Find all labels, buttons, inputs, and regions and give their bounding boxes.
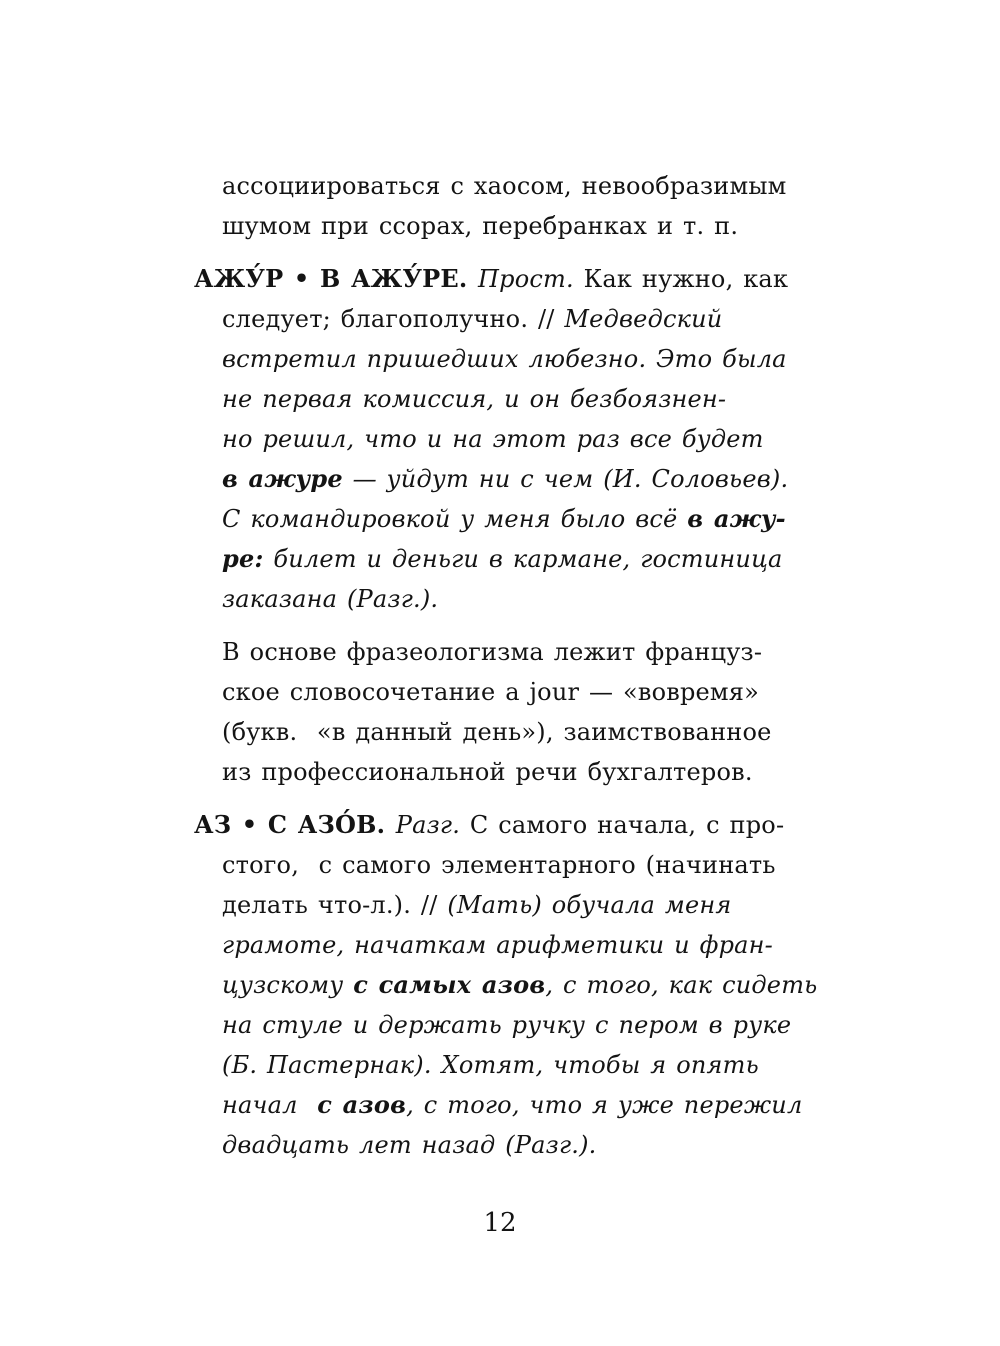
entry-azhur: [194, 259, 882, 619]
text-line: [222, 539, 882, 579]
text-line: [222, 206, 882, 246]
text-line: [222, 579, 882, 619]
headword-text: АЖУ́Р • В АЖУ́РЕ.: [194, 264, 479, 293]
text-block: [194, 166, 882, 1178]
text-span: в ажу-: [687, 504, 786, 533]
page-number: 12: [483, 1208, 517, 1238]
text-span: С командировкой у меня было всё: [222, 505, 688, 533]
text-span: с азов: [317, 1090, 407, 1119]
text-span: делать что-л.). //: [222, 891, 448, 919]
text-span: заказана (Разг.).: [222, 585, 439, 613]
etymology-note: [222, 632, 882, 792]
text-line: [222, 925, 882, 965]
text-span: двадцать лет назад (Разг.).: [222, 1131, 597, 1159]
text-line: [222, 1125, 882, 1165]
text-span: Разг.: [395, 811, 461, 839]
text-line: [222, 632, 882, 672]
text-span: ассоциироваться с хаосом, невообразимым: [222, 172, 787, 200]
text-line: [222, 712, 882, 752]
text-span: билет и деньги в кармане, гостиница: [263, 545, 783, 573]
text-line: [222, 965, 882, 1005]
text-span: — уйдут ни с чем (И. Соловьев).: [342, 465, 789, 493]
entry-az: [194, 805, 882, 1165]
text-span: следует; благополучно. //: [222, 305, 565, 333]
text-line: [222, 166, 882, 206]
text-line: [222, 885, 882, 925]
text-line: [222, 752, 882, 792]
text-line: [222, 499, 882, 539]
text-line: [222, 1085, 882, 1125]
text-span: цузскому: [222, 971, 354, 999]
text-span: (Б. Пастернак). Хотят, чтобы я опять: [222, 1051, 759, 1079]
headword-text: АЗ • С АЗО́В.: [194, 810, 396, 839]
text-span: (Мать) обучала меня: [447, 891, 732, 919]
entry-continuation: [222, 166, 882, 246]
text-span: с самых азов: [353, 970, 546, 999]
text-line: [222, 459, 882, 499]
text-line: [222, 672, 882, 712]
text-line: [222, 299, 882, 339]
text-span: в ажуре: [222, 464, 343, 493]
text-span: ре:: [222, 544, 264, 573]
text-span: Как нужно, как: [573, 265, 789, 293]
text-span: грамоте, начаткам арифметики и фран-: [222, 931, 773, 959]
text-span: из профессиональной речи бухгалтеров.: [222, 758, 753, 786]
text-span: , с того, как сидеть: [545, 971, 818, 999]
text-span: ское словосочетание a jour — «вовремя»: [222, 678, 760, 706]
text-span: , с того, что я уже пережил: [406, 1091, 803, 1119]
text-span: на стуле и держать ручку с пером в руке: [222, 1011, 792, 1039]
text-span: Медведский: [564, 305, 723, 333]
text-span: шумом при ссорах, перебранках и т. п.: [222, 212, 739, 240]
text-line: [222, 1045, 882, 1085]
text-span: начал: [222, 1091, 318, 1119]
text-line: [222, 419, 882, 459]
text-line: [222, 379, 882, 419]
text-span: Прост.: [478, 265, 574, 293]
text-line: [222, 339, 882, 379]
text-line: [222, 845, 882, 885]
text-span: (букв. «в данный день»), заимствованное: [222, 718, 772, 746]
text-span: стого, с самого элементарного (начинать: [222, 851, 776, 879]
text-line: [194, 805, 882, 845]
text-span: В основе фразеологизма лежит француз-: [222, 638, 763, 666]
text-span: С самого начала, с про-: [460, 811, 785, 839]
text-span: не первая комиссия, и он безбоязнен-: [222, 385, 727, 413]
text-line: [222, 1005, 882, 1045]
text-span: но решил, что и на этот раз все будет: [222, 425, 764, 453]
text-line: [194, 259, 882, 299]
text-span: встретил пришедших любезно. Это была: [222, 345, 787, 373]
